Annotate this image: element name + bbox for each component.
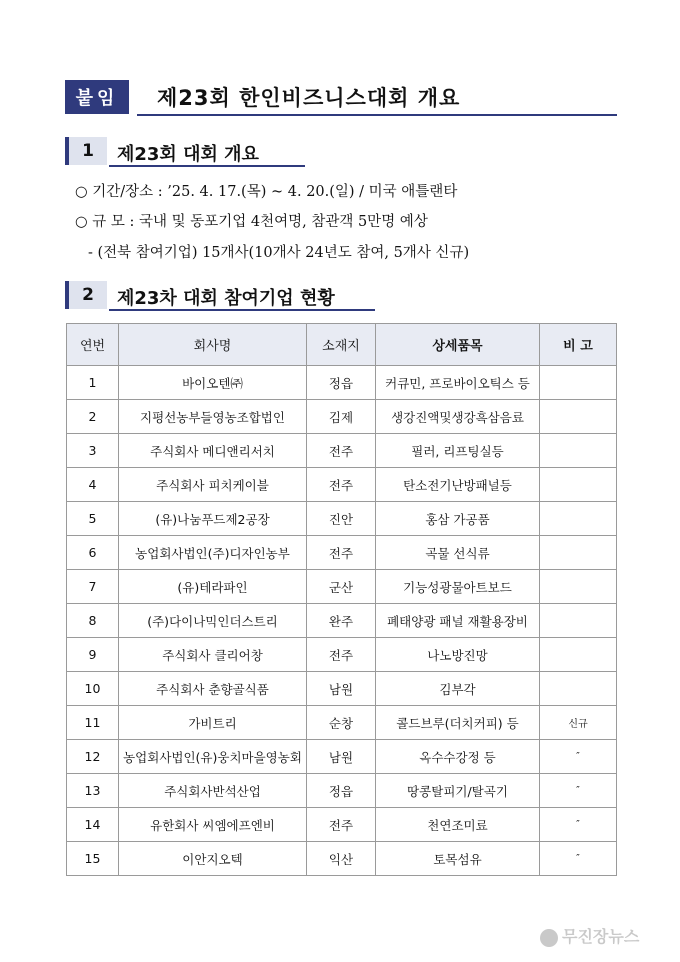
cell-remarks	[540, 366, 617, 400]
cell-company: 주식회사반석산업	[119, 774, 307, 808]
cell-remarks	[540, 468, 617, 502]
title-underline	[137, 114, 617, 116]
table-row	[67, 536, 617, 570]
cell-items: 옥수수강정 등	[376, 740, 540, 774]
cell-company: 주식회사 클리어창	[119, 638, 307, 672]
table-row	[67, 638, 617, 672]
table-row	[67, 808, 617, 842]
table-row	[67, 400, 617, 434]
col-header-items: 상세품목	[376, 324, 540, 366]
table-row	[67, 502, 617, 536]
cell-location: 완주	[307, 604, 376, 638]
watermark-text: 무진장뉴스	[562, 927, 640, 946]
logo-icon	[540, 929, 558, 947]
section-1-header	[65, 137, 305, 169]
cell-location: 전주	[307, 468, 376, 502]
cell-items: 콜드브루(더치커피) 등	[376, 706, 540, 740]
attachment-badge: 붙임	[65, 80, 129, 114]
cell-location: 정읍	[307, 774, 376, 808]
cell-items: 땅콩탈피기/탈곡기	[376, 774, 540, 808]
cell-no: 8	[67, 604, 119, 638]
cell-no: 13	[67, 774, 119, 808]
table-row	[67, 604, 617, 638]
cell-company: 주식회사 춘향골식품	[119, 672, 307, 706]
cell-location: 전주	[307, 434, 376, 468]
cell-items: 김부각	[376, 672, 540, 706]
col-header-location: 소재지	[307, 324, 376, 366]
cell-items: 폐태양광 패널 재활용장비	[376, 604, 540, 638]
cell-location: 전주	[307, 808, 376, 842]
table-row	[67, 706, 617, 740]
cell-no: 15	[67, 842, 119, 876]
table-row	[67, 434, 617, 468]
section-1-number: 1	[65, 137, 107, 165]
cell-company: 바이오텐㈜	[119, 366, 307, 400]
cell-no: 6	[67, 536, 119, 570]
cell-location: 진안	[307, 502, 376, 536]
cell-remarks	[540, 536, 617, 570]
cell-remarks	[540, 400, 617, 434]
cell-remarks	[540, 434, 617, 468]
watermark	[540, 924, 639, 947]
cell-no: 9	[67, 638, 119, 672]
table-row	[67, 774, 617, 808]
cell-remarks: ″	[540, 774, 617, 808]
cell-items: 곡물 선식류	[376, 536, 540, 570]
cell-items: 필러, 리프팅실등	[376, 434, 540, 468]
cell-remarks: ″	[540, 740, 617, 774]
cell-location: 군산	[307, 570, 376, 604]
table-header-row	[67, 324, 617, 366]
cell-location: 정읍	[307, 366, 376, 400]
bullet-scale: ○ 규 모 : 국내 및 동포기업 4천여명, 참관객 5만명 예상	[75, 214, 428, 230]
cell-remarks: 신규	[540, 706, 617, 740]
cell-items: 기능성광물아트보드	[376, 570, 540, 604]
cell-company: (유)나눔푸드제2공장	[119, 502, 307, 536]
cell-remarks	[540, 672, 617, 706]
section-2-number: 2	[65, 281, 107, 309]
cell-company: 지평선농부들영농조합법인	[119, 400, 307, 434]
cell-no: 10	[67, 672, 119, 706]
cell-location: 순창	[307, 706, 376, 740]
cell-location: 남원	[307, 740, 376, 774]
cell-items: 나노방진망	[376, 638, 540, 672]
cell-company: 농업회사법인(주)디자인농부	[119, 536, 307, 570]
cell-items: 토목섬유	[376, 842, 540, 876]
cell-no: 2	[67, 400, 119, 434]
cell-location: 남원	[307, 672, 376, 706]
cell-remarks	[540, 502, 617, 536]
cell-company: 주식회사 메디앤리서치	[119, 434, 307, 468]
section-2-header	[65, 281, 375, 313]
cell-company: 농업회사법인(유)웅치마을영농회	[119, 740, 307, 774]
cell-items: 탄소전기난방패널등	[376, 468, 540, 502]
section-1-underline	[109, 165, 305, 167]
cell-remarks: ″	[540, 808, 617, 842]
col-header-company: 회사명	[119, 324, 307, 366]
cell-remarks	[540, 604, 617, 638]
participants-table	[66, 323, 617, 876]
cell-location: 전주	[307, 638, 376, 672]
cell-items: 홍삼 가공품	[376, 502, 540, 536]
cell-company: (주)다이나믹인더스트리	[119, 604, 307, 638]
cell-items: 생강진액및생강흑삼음료	[376, 400, 540, 434]
cell-location: 김제	[307, 400, 376, 434]
cell-remarks	[540, 638, 617, 672]
table-row	[67, 366, 617, 400]
section-2-underline	[109, 309, 375, 311]
cell-remarks: ″	[540, 842, 617, 876]
col-header-no: 연번	[67, 324, 119, 366]
table-row	[67, 570, 617, 604]
cell-company: (유)테라파인	[119, 570, 307, 604]
document-title	[65, 80, 617, 116]
cell-company: 가비트리	[119, 706, 307, 740]
cell-remarks	[540, 570, 617, 604]
bullet-jeonbuk-companies: - (전북 참여기업) 15개사(10개사 24년도 참여, 5개사 신규)	[88, 245, 470, 261]
cell-no: 11	[67, 706, 119, 740]
cell-company: 이안지오텍	[119, 842, 307, 876]
cell-no: 14	[67, 808, 119, 842]
bullet-period-place: ○ 기간/장소 : ’25. 4. 17.(목) ~ 4. 20.(일) / 미국 애틀랜타	[75, 184, 458, 200]
cell-no: 12	[67, 740, 119, 774]
cell-no: 5	[67, 502, 119, 536]
table-row	[67, 842, 617, 876]
cell-items: 커큐민, 프로바이오틱스 등	[376, 366, 540, 400]
cell-no: 3	[67, 434, 119, 468]
section-1-title: 제23회 대회 개요	[117, 144, 259, 165]
cell-location: 익산	[307, 842, 376, 876]
section-2-title: 제23차 대회 참여기업 현황	[117, 288, 335, 309]
cell-location: 전주	[307, 536, 376, 570]
table-row	[67, 740, 617, 774]
table-row	[67, 468, 617, 502]
cell-company: 유한회사 씨엠에프엔비	[119, 808, 307, 842]
cell-no: 7	[67, 570, 119, 604]
cell-no: 4	[67, 468, 119, 502]
col-header-remarks: 비 고	[540, 324, 617, 366]
cell-company: 주식회사 피치케이블	[119, 468, 307, 502]
cell-no: 1	[67, 366, 119, 400]
page-title: 제23회 한인비즈니스대회 개요	[157, 86, 461, 110]
table-row	[67, 672, 617, 706]
cell-items: 천연조미료	[376, 808, 540, 842]
